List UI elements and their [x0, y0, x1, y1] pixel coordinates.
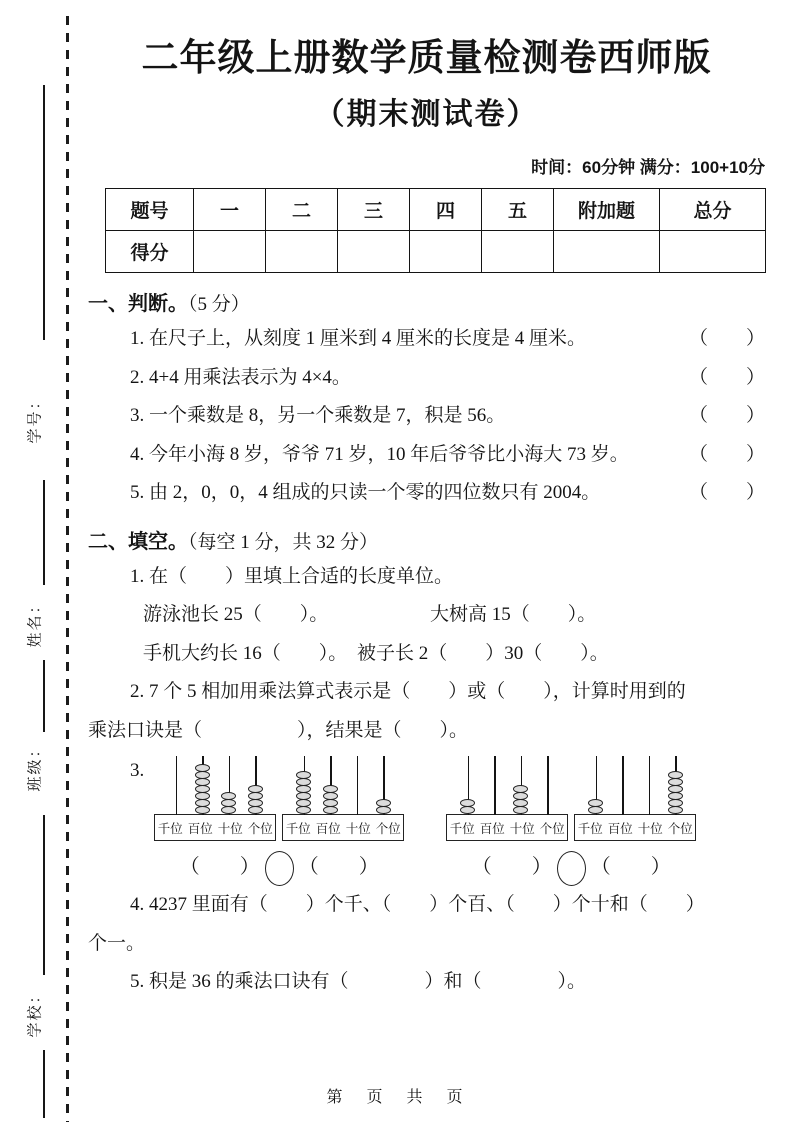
- abacus-rod-line: [649, 756, 651, 815]
- abacus-group-2: [446, 756, 696, 886]
- section-fill-points: （每空 1 分，共 32 分）: [188, 531, 379, 553]
- abacus-rods: [282, 756, 404, 814]
- fill-q1-line3: [88, 635, 765, 674]
- class-blank-line: [43, 660, 45, 732]
- abacus-rod: [454, 756, 481, 814]
- judge-item-3: [88, 397, 765, 436]
- place-value-label: 十位: [509, 821, 535, 836]
- place-value-label: 千位: [449, 821, 475, 836]
- fill-q1-tree: 大树高 15（ ）。: [430, 604, 597, 625]
- abacus-rod: [609, 756, 636, 814]
- score-header-cell: 四: [410, 189, 482, 231]
- abacus-rod: [242, 756, 269, 814]
- school-label: 学校：: [27, 986, 44, 1038]
- place-value-label: 个位: [539, 821, 565, 836]
- time-score-meta: 时间：60分钟 满分：100+10分: [531, 158, 765, 177]
- place-value-label: 千位: [157, 821, 183, 836]
- judge-item-1: [88, 320, 765, 359]
- answer-blank: （ ）: [688, 443, 765, 465]
- page-footer: 第 页 共 页: [326, 1089, 467, 1106]
- abacus-rod: [481, 756, 508, 814]
- place-value-label: 千位: [285, 821, 311, 836]
- fill-q5: 5. 积是 36 的乘法口诀有（ ）和（ ）。: [130, 971, 587, 992]
- answer-blank: （ ）: [590, 856, 671, 878]
- abacus-rod-line: [176, 756, 178, 815]
- fill-q1-quilt: 被子长 2（ ）30（ ）。: [357, 642, 609, 664]
- abacus-rod: [534, 756, 561, 814]
- answer-blank: （ ）: [688, 405, 765, 426]
- abacus-rods: [154, 756, 276, 814]
- abacus-rod: [635, 756, 662, 814]
- abacus-rods: [574, 756, 696, 814]
- comparison-row-2: [446, 848, 696, 886]
- score-table: [105, 188, 766, 273]
- abacus-bead: [668, 806, 683, 814]
- abacus-bead: [513, 806, 528, 814]
- place-value-label: 十位: [637, 821, 663, 836]
- comparison-circle: [557, 851, 586, 886]
- abacus-bead: [323, 806, 338, 814]
- place-value-label: 百位: [479, 821, 505, 836]
- comparison-row-1: [154, 848, 404, 886]
- abacus-rod: [290, 756, 317, 814]
- section-fill-title: 二、填空。: [88, 530, 188, 553]
- abacus-place-labels: [446, 814, 568, 841]
- abacus-rod-line: [494, 756, 496, 815]
- judge-item-text: 2. 4+4 用乘法表示为 4×4。: [130, 366, 351, 388]
- page-title: 二年级上册数学质量检测卷西师版: [141, 37, 712, 78]
- abacus-bead: [195, 806, 210, 814]
- judge-item-text: 1. 在尺子上，从刻度 1 厘米到 4 厘米的长度是 4 厘米。: [130, 328, 587, 349]
- abacus-bead: [248, 806, 263, 814]
- score-header-cell: 附加题: [554, 189, 660, 231]
- student-no-blank-line: [43, 85, 45, 340]
- score-cell: [660, 231, 766, 273]
- class-label: 班级：: [27, 740, 44, 792]
- score-header-cell: 一: [194, 189, 266, 231]
- judge-item-5: [88, 474, 765, 513]
- answer-blank: （ ）: [298, 856, 379, 878]
- abacus-rod: [662, 756, 689, 814]
- fill-q3-abacus-block: [88, 756, 765, 886]
- abacus-rod: [317, 756, 344, 814]
- name-label: 姓名：: [27, 596, 44, 648]
- comparison-circle: [265, 851, 294, 886]
- fill-q1-phone: 手机大约长 16（ ）。: [143, 642, 348, 664]
- fill-q3-number: 3.: [130, 760, 145, 781]
- abacus-rod: [370, 756, 397, 814]
- abacus-rod: [507, 756, 534, 814]
- score-cell: [266, 231, 338, 273]
- section-judge-heading: [88, 289, 765, 320]
- place-value-label: 十位: [345, 821, 371, 836]
- score-header-cell: 三: [338, 189, 410, 231]
- section-judge-title: 一、判断。: [88, 293, 188, 315]
- answer-blank: （ ）: [688, 482, 765, 503]
- fill-q2-line1: 2. 7 个 5 相加用乘法算式表示是（ ）或（ ），计算时用到的: [130, 681, 686, 702]
- judge-item-2: [88, 359, 765, 398]
- abacus-4: [574, 756, 696, 841]
- score-row-label: 得分: [106, 231, 194, 273]
- abacus-rod: [162, 756, 189, 814]
- abacus-1: [154, 756, 276, 841]
- score-cell: [338, 231, 410, 273]
- place-value-label: 十位: [217, 821, 243, 836]
- fill-q1-pool: 游泳池长 25（ ）。: [143, 604, 329, 625]
- abacus-bead: [376, 806, 391, 814]
- abacus-rod: [343, 756, 370, 814]
- place-value-label: 百位: [187, 821, 213, 836]
- abacus-bead: [221, 806, 236, 814]
- abacus-bead: [588, 806, 603, 814]
- score-header-cell: 题号: [106, 189, 194, 231]
- score-cell: [554, 231, 660, 273]
- answer-blank: （ ）: [179, 856, 260, 878]
- name-blank-line: [43, 480, 45, 585]
- score-header-cell: 五: [482, 189, 554, 231]
- abacus-bead: [460, 806, 475, 814]
- score-cell: [410, 231, 482, 273]
- abacus-rod: [215, 756, 242, 814]
- abacus-rod-line: [622, 756, 624, 815]
- section-judge-points: （5 分）: [188, 294, 250, 315]
- score-table-header-row: [106, 189, 766, 231]
- place-value-label: 千位: [577, 821, 603, 836]
- judge-item-text: 4. 今年小海 8 岁，爷爷 71 岁，10 年后爷爷比小海大 73 岁。: [130, 443, 629, 465]
- score-cell: [194, 231, 266, 273]
- fill-q1-line2: [88, 596, 765, 635]
- abacus-rod-line: [547, 756, 549, 815]
- abacus-rod: [582, 756, 609, 814]
- binding-dashed-line: [66, 16, 69, 1122]
- place-value-label: 个位: [375, 821, 401, 836]
- abacus-group-1: [154, 756, 404, 886]
- abacus-rod: [189, 756, 216, 814]
- abacus-place-labels: [574, 814, 696, 841]
- abacus-place-labels: [154, 814, 276, 841]
- fill-q2-line2: 乘法口诀是（ ），结果是（ ）。: [88, 719, 469, 741]
- score-cell: [482, 231, 554, 273]
- student-no-label: 学号：: [27, 392, 44, 444]
- place-value-label: 个位: [247, 821, 273, 836]
- exam-content: [88, 34, 765, 1002]
- school-blank-line: [43, 815, 45, 975]
- score-table-score-row: [106, 231, 766, 273]
- abacus-2: [282, 756, 404, 841]
- page-subtitle: （期末测试卷）: [314, 98, 539, 131]
- abacus-bead: [296, 806, 311, 814]
- answer-blank: （ ）: [688, 366, 765, 388]
- place-value-label: 百位: [607, 821, 633, 836]
- answer-blank: （ ）: [688, 328, 765, 349]
- abacus-place-labels: [282, 814, 404, 841]
- fill-q4-line1: 4. 4237 里面有（ ）个千、（ ）个百、（ ）个十和（ ）: [130, 894, 705, 915]
- abacus-3: [446, 756, 568, 841]
- judge-item-text: 5. 由 2，0，0，4 组成的只读一个零的四位数只有 2004。: [130, 482, 601, 503]
- abacus-rods: [446, 756, 568, 814]
- answer-blank: （ ）: [471, 856, 552, 878]
- abacus-rod-line: [357, 756, 359, 815]
- judge-item-text: 3. 一个乘数是 8，另一个乘数是 7，积是 56。: [130, 405, 506, 426]
- judge-item-4: [88, 436, 765, 475]
- section-fill-heading: [88, 527, 765, 558]
- score-header-cell: 二: [266, 189, 338, 231]
- score-header-cell: 总分: [660, 189, 766, 231]
- place-value-label: 个位: [667, 821, 693, 836]
- fill-q4-line2: 个一。: [88, 932, 146, 954]
- place-value-label: 百位: [315, 821, 341, 836]
- fill-q1-line1: 1. 在（ ）里填上合适的长度单位。: [130, 565, 454, 587]
